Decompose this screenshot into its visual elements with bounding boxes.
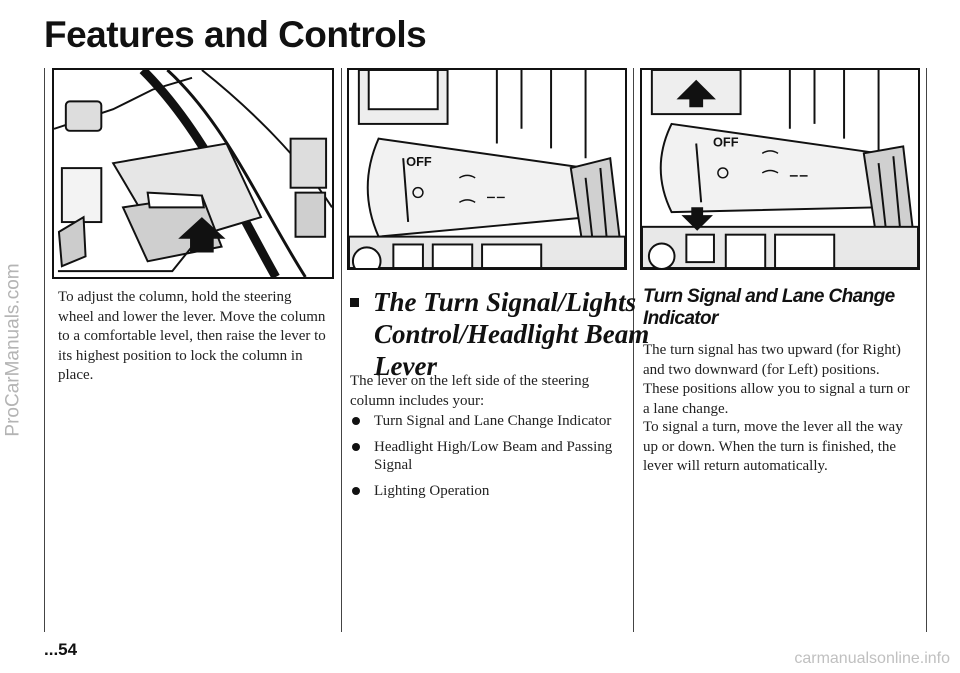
page-title: Features and Controls [44, 14, 427, 55]
lever-intro-paragraph: The lever on the left side of the steering column includes your: [350, 373, 590, 409]
heading-bullet [350, 298, 359, 307]
column-divider-4 [926, 68, 927, 632]
turn-signal-direction-illustration [640, 68, 920, 270]
steering-column-illustration [52, 68, 334, 279]
list-item: Turn Signal and Lane Change Indicator [350, 412, 630, 430]
footer-watermark: carmanualsonline.info [794, 650, 950, 667]
turn-signal-usage-paragraph: To signal a turn, move the lever all the way up or down. When the turn is finished, the lever will return automatically. [643, 419, 903, 474]
lever-off-label-2: OFF [712, 134, 739, 150]
bullet-icon [352, 443, 360, 451]
turn-signal-positions-paragraph: The turn signal has two upward (for Right) and two downward (for Left) positions. These positions allow you to signal a turn or a lane change. [643, 342, 910, 417]
bullet-icon [352, 487, 360, 495]
column-divider-1 [44, 68, 45, 632]
turn-signal-lever-illustration [347, 68, 627, 270]
lever-features-list [350, 412, 630, 508]
section-heading-turn-signal-lever: The Turn Signal/Lights Control/Headlight Beam Lever [350, 286, 654, 382]
list-item: Lighting Operation [350, 482, 630, 500]
side-watermark: ProCarManuals.com [3, 263, 25, 437]
page-number: ...54 [44, 640, 78, 659]
lever-off-label: OFF [406, 154, 432, 170]
column-adjust-paragraph: To adjust the column, hold the steering wheel and lower the lever. Move the column to a comfortable level, then raise the lever to its highest position to lock the column in place. [58, 289, 326, 383]
list-item: Headlight High/Low Beam and Passing Signal [350, 438, 630, 474]
column-divider-2 [341, 68, 342, 632]
section-heading-turn-signal: Turn Signal and Lane Change Indicator [643, 286, 895, 329]
bullet-icon [352, 417, 360, 425]
